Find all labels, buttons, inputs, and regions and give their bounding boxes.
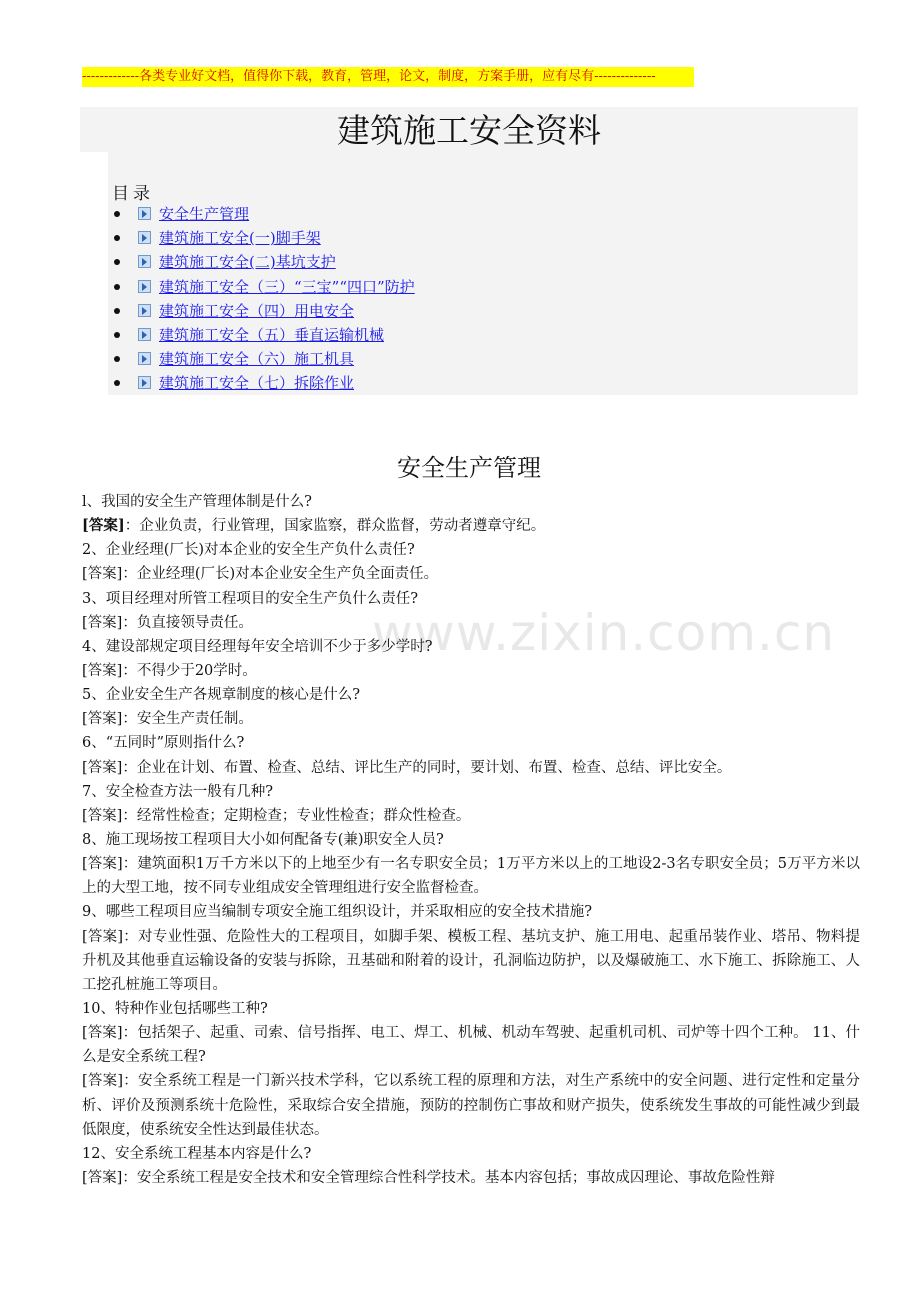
answer [82, 852, 860, 900]
answer-label: [答案] [82, 807, 123, 824]
answer-text: ：企业在计划、布置、检查、总结、评比生产的同时，要计划、布置、检查、总结、评比安全。 [122, 759, 732, 776]
answer-label: [答案] [82, 928, 124, 945]
toc-label: 目录 [112, 184, 154, 204]
arrow-right-icon [138, 231, 151, 244]
answer-text: ：安全系统工程是安全技术和安全管理综合性科学技术。基本内容包括；事故成囚理论、事故危险性辩 [122, 1170, 775, 1187]
page-title: 建筑施工安全资料 [337, 111, 601, 150]
question: 4、建设部规定项目经理每年安全培训不少于多少学时? [82, 638, 433, 655]
answer-text: ：安全系统工程是一门新兴技术学科，它以系统工程的原理和方法，对生产系统中的安全问题、进行定性和定量分析、评价及预测系统十危险性，采取综合安全措施，预防的控制伤亡事故和财产损失，使系统发生事故的可能性减少到最低限度，使系统安全性达到最佳状态。 [82, 1073, 860, 1138]
watermark: www.zixin.com.cn [372, 604, 836, 662]
toc-link-6[interactable]: 建筑施工安全（六）施工机具 [159, 350, 355, 369]
toc-link-7[interactable]: 建筑施工安全（七）拆除作业 [159, 374, 355, 393]
answer-text: ：对专业性强、危险性大的工程项目，如脚手架、模板工程、基坑支护、施工用电、起重吊装作业、塔吊、物料提升机及其他垂直运输设备的安装与拆除，丑基础和附着的设计，孔洞临边防护，以及爆破施工、水下施工、拆除施工、人工挖孔桩施工等项目。 [82, 928, 860, 993]
answer-text: ：经常性检查；定期检查；专业性检查；群众性检查。 [122, 807, 471, 824]
arrow-right-icon [138, 328, 151, 341]
question: 5、企业安全生产各规章制度的核心是什么? [82, 687, 360, 704]
answer [82, 925, 860, 997]
promo-banner: -------------各类专业好文档，值得你下载，教育，管理，论文，制度，方案手册，应有尽有-------------- [82, 67, 694, 87]
question: 10、特种作业包括哪些工种? [82, 1001, 268, 1018]
toc-link-4[interactable]: 建筑施工安全（四）用电安全 [159, 301, 355, 320]
toc-link-1[interactable]: 建筑施工安全(一)脚手架 [159, 229, 321, 248]
answer-text: ：企业负责，行业管理，国家监察，群众监督，劳动者遵章守纪。 [124, 518, 546, 535]
question: 9、哪些工程项目应当编制专项安全施工组织设计，并采取相应的安全技术措施? [82, 904, 592, 921]
answer [82, 804, 860, 828]
answer [82, 707, 860, 731]
section-title: 安全生产管理 [397, 454, 541, 482]
answer [82, 1166, 860, 1190]
toc-link-5[interactable]: 建筑施工安全（五）垂直运输机械 [159, 325, 385, 344]
qa-content [82, 490, 860, 1190]
question: 6、“五同时”原则指什么? [82, 735, 245, 752]
answer [82, 514, 860, 538]
arrow-right-icon [138, 207, 151, 220]
answer-label: [答案] [82, 856, 123, 873]
toc-panel-notch [80, 152, 108, 395]
answer-label: [答案] [82, 662, 123, 679]
question: 12、安全系统工程基本内容是什么? [82, 1145, 312, 1162]
arrow-right-icon [138, 376, 151, 389]
answer [82, 756, 860, 780]
answer-text: ：包括架子、起重、司索、信号指挥、电工、焊工、机械、机动车驾驶、起重机司机、司炉等十四个工种。 11、什么是安全系统工程? [82, 1025, 860, 1066]
answer-text: ：建筑面积1万千方米以下的上地至少有一名专职安全员；1万平方米以上的工地设2-3名专职安全员；5万平方米以上的大型工地，按不同专业组成安全管理组进行安全监督检查。 [82, 856, 860, 897]
answer-label: [答案] [82, 517, 125, 535]
arrow-right-icon [138, 304, 151, 317]
answer [82, 562, 860, 586]
bullet-icon [114, 308, 120, 314]
answer-text: ：不得少于20学时。 [122, 662, 257, 679]
answer [82, 1069, 860, 1141]
answer-label: [答案] [82, 1073, 124, 1090]
bullet-icon [114, 332, 120, 338]
toc-link-2[interactable]: 建筑施工安全(二)基坑支护 [159, 253, 336, 272]
answer [82, 1021, 860, 1069]
question: 2、企业经理(厂长)对本企业的安全生产负什么责任? [82, 542, 415, 559]
arrow-right-icon [138, 255, 151, 268]
answer-text: ：企业经理(厂长)对本企业安全生产负全面责任。 [122, 566, 439, 583]
answer-label: [答案] [82, 759, 123, 776]
answer-text: ：安全生产责任制。 [122, 711, 253, 728]
toc-link-0[interactable]: 安全生产管理 [159, 205, 250, 223]
answer-label: [答案] [82, 711, 123, 728]
answer-label: [答案] [82, 1170, 123, 1187]
question: 7、安全检查方法一般有几种? [82, 783, 273, 800]
answer [82, 659, 860, 683]
answer-text: ：负直接领导责任。 [122, 614, 253, 631]
question: 3、项目经理对所管工程项目的安全生产负什么责任? [82, 590, 418, 607]
answer-label: [答案] [82, 1025, 123, 1042]
answer-label: [答案] [82, 566, 123, 583]
answer-label: [答案] [82, 614, 123, 631]
arrow-right-icon [138, 280, 151, 293]
question: l、我国的安全生产管理体制是什么? [82, 494, 312, 510]
question: 8、施工现场按工程项目大小如何配备专(兼)职安全人员? [82, 831, 444, 848]
bullet-icon [114, 211, 120, 217]
bullet-icon [114, 284, 120, 290]
toc-link-3[interactable]: 建筑施工安全（三）“三宝”“四口”防护 [159, 277, 415, 296]
arrow-right-icon [138, 352, 151, 365]
answer [82, 611, 860, 635]
